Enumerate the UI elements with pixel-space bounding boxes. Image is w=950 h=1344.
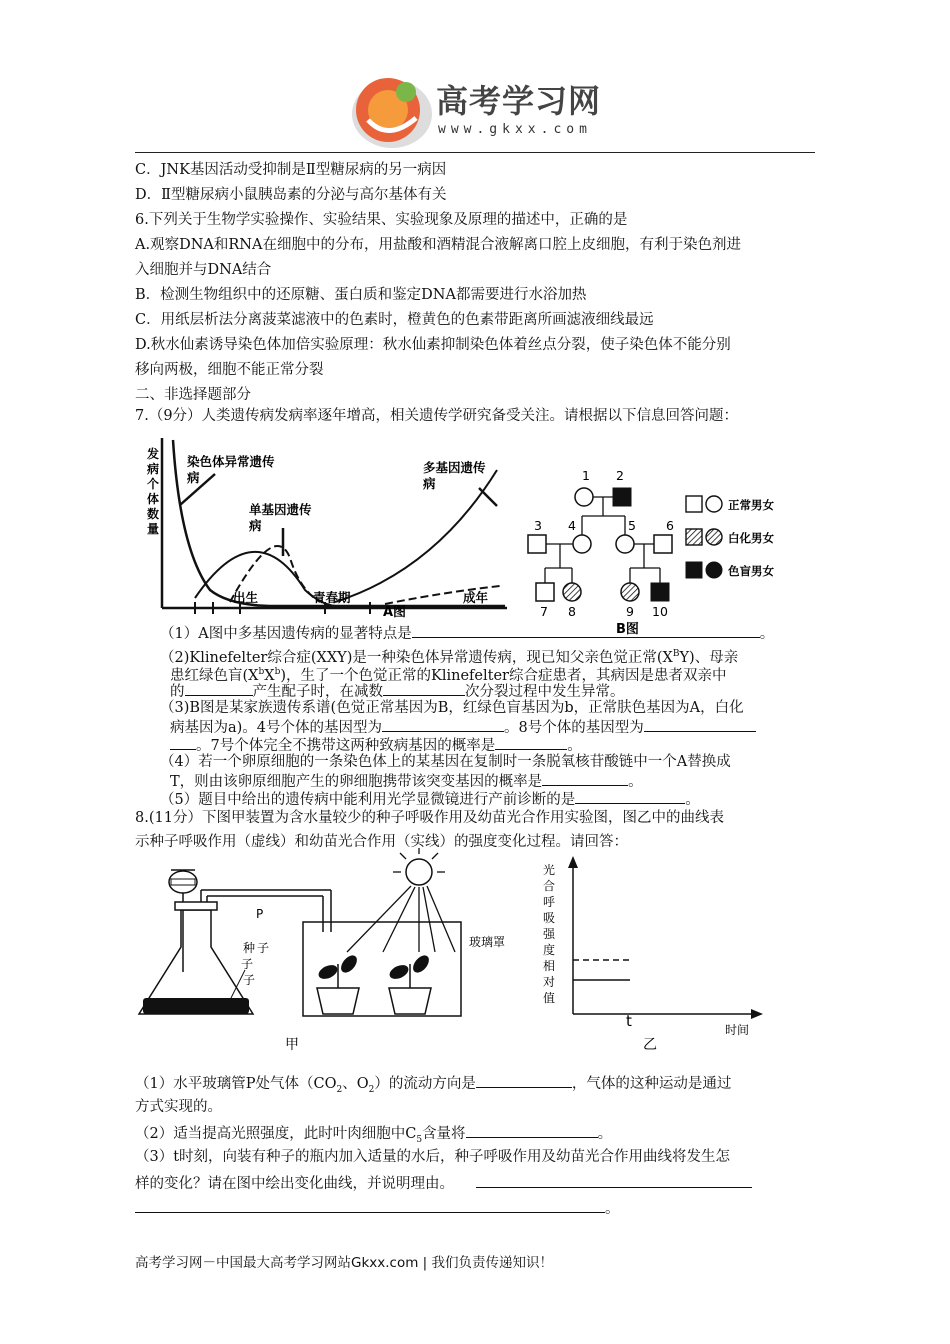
fig-a-x-adult: 成年: [463, 590, 489, 605]
legend-colorblind: 色盲男女: [728, 564, 774, 578]
figure-jia-apparatus: [135, 852, 506, 1057]
question-8: 8.(11分）下图甲装置为含水量较少的种子呼吸作用及幼苗光合作用实验图，图乙中的曲线表: [135, 810, 724, 826]
fig-yi-t-label: t: [626, 1012, 632, 1030]
option-a-6-cont: 入细胞并与DNA结合: [135, 262, 272, 278]
question-7: 7.（9分）人类遗传病发病率逐年增高，相关遗传学研究备受关注。请根据以下信息回答问题：: [135, 408, 739, 424]
svg-text:吸: 吸: [543, 911, 556, 925]
svg-text:2: 2: [616, 468, 624, 483]
svg-text:8: 8: [568, 604, 576, 619]
svg-text:病: 病: [249, 518, 262, 533]
option-d-6: D.秋水仙素诱导染色体加倍实验原理：秋水仙素抑制染色体着丝点分裂，使子染色体不能分别: [135, 337, 731, 353]
figure-b-pedigree: [520, 468, 800, 640]
label-seed: 种: [243, 941, 256, 955]
svg-text:值: 值: [543, 991, 556, 1005]
option-b-6: B．检测生物组织中的还原糖、蛋白质和鉴定DNA都需要进行水浴加热: [135, 287, 587, 303]
q7-part3-line1: （3)B图是某家族遗传系谱(色觉正常基因为B，红绿色盲基因为b，正常肤色基因为A，白化: [160, 700, 744, 716]
q7-part4-line2: T，则由该卵原细胞产生的卵细胞携带该突变基因的概率是 。: [170, 770, 643, 792]
q7-part4-line1: （4）若一个卵原细胞的一条染色体上的某基因在复制时一条脱氧核苷酸链中一个A替换成: [160, 754, 731, 770]
site-title: 高考学习网: [436, 82, 602, 120]
q8-part1-cont: 方式实现的。: [135, 1099, 222, 1115]
q7-part3-line3: 。7号个体完全不携带这两种致病基因的概率是 。: [170, 734, 582, 756]
logo-mark-icon: [348, 70, 434, 150]
svg-text:病: 病: [147, 462, 160, 476]
q8-part3-answer-line: 。: [135, 1197, 620, 1219]
q7-part2-line1: （2)Klinefelter综合症(XXY)是一种染色体异常遗传病，现已知父亲色觉正常$(X^BY)$、母亲: [160, 649, 739, 666]
fig-a-label-single: 单基因遗传: [249, 502, 312, 517]
fig-a-label-multi: 多基因遗传: [423, 460, 486, 475]
site-url: www.gkxx.com: [438, 122, 592, 137]
svg-text:病: 病: [423, 476, 436, 491]
svg-text:强: 强: [543, 927, 556, 941]
svg-text:7: 7: [540, 604, 548, 619]
svg-text:呼: 呼: [543, 895, 556, 909]
svg-text:相: 相: [543, 959, 556, 973]
q8-part2: （2）适当提高光照强度，此时叶肉细胞中$C_5$含量将 。: [135, 1122, 612, 1150]
svg-text:个: 个: [147, 477, 160, 491]
question-8-cont: 示种子呼吸作用（虚线）和幼苗光合作用（实线）的强度变化过程。请回答：: [135, 834, 628, 850]
fig-a-ylabel-1: 发: [147, 447, 160, 461]
fig-yi-xlabel: 时间: [725, 1023, 750, 1037]
option-a-6: A.观察DNA和RNA在细胞中的分布，用盐酸和酒精混合液解离口腔上皮细胞，有利于染色剂进: [135, 237, 741, 253]
q8-part3-cont: 样的变化？请在图中绘出变化曲线，并说明理由。: [135, 1172, 752, 1194]
label-p: P: [256, 907, 264, 921]
figure-yi-chart: [535, 852, 775, 1057]
q7-part5: （5）题目中给出的遗传病中能利用光学显微镜进行产前诊断的是 。: [160, 788, 700, 810]
fig-b-caption: B图: [616, 622, 639, 637]
option-d-6-cont: 移向两极，细胞不能正常分裂: [135, 362, 324, 378]
svg-text:6: 6: [666, 518, 674, 533]
option-d-5: D．Ⅱ型糖尿病小鼠胰岛素的分泌与高尔基体有关: [135, 187, 447, 203]
svg-text:9: 9: [626, 604, 634, 619]
svg-text:子: 子: [241, 957, 254, 971]
q8-part1: （1）水平玻璃管P处气体（$CO_2$、$O_2$）的流动方向是 ，气体的这种运动是通过: [135, 1072, 731, 1100]
svg-text:1: 1: [582, 468, 590, 483]
svg-text:病: 病: [187, 470, 200, 485]
q8-part3: （3）t时刻，向装有种子的瓶内加入适量的水后，种子呼吸作用及幼苗光合作用曲线将发生怎: [135, 1149, 731, 1165]
fig-jia-caption: 甲: [285, 1037, 299, 1053]
label-glass: 玻璃罩: [469, 935, 506, 949]
svg-text:体: 体: [147, 492, 160, 506]
svg-text:10: 10: [652, 604, 668, 619]
svg-text:子: 子: [243, 973, 256, 987]
header-logo: [348, 70, 618, 150]
svg-text:度: 度: [543, 943, 556, 957]
svg-text:量: 量: [147, 522, 160, 536]
svg-text:3: 3: [534, 518, 542, 533]
q7-part2-line2: 患红绿色盲$(X^bX^b)$，生了一个色觉正常的Klinefelter综合症患者，其病因是患者双亲中: [170, 667, 727, 684]
option-c-5: C．JNK基因活动受抑制是Ⅱ型糖尿病的另一病因: [135, 162, 447, 178]
svg-text:5: 5: [628, 518, 636, 533]
svg-text:对: 对: [543, 975, 556, 989]
q7-part3-line2: 病基因为a)。4号个体的基因型为 。8号个体的基因型为: [170, 716, 756, 738]
q7-part2-line3: 的 产生配子时，在减数 次分裂过程中发生异常。: [170, 680, 625, 702]
fig-a-caption: A图: [383, 605, 407, 620]
question-6: 6.下列关于生物学实验操作、实验结果、实验现象及原理的描述中，正确的是: [135, 212, 628, 228]
fig-yi-caption: 乙: [643, 1037, 657, 1053]
figure-a-chart: [135, 430, 515, 630]
fig-a-label-chrom: 染色体异常遗传: [187, 454, 275, 469]
fig-a-x-birth: 出生: [233, 590, 259, 605]
svg-text:合: 合: [543, 879, 556, 893]
svg-text:4: 4: [568, 518, 576, 533]
footer-text: 高考学习网－中国最大高考学习网站Gkxx.com | 我们负责传递知识！: [135, 1255, 554, 1271]
q7-part1: （1）A图中多基因遗传病的显著特点是 。: [160, 622, 774, 644]
svg-text:数: 数: [147, 507, 160, 521]
legend-normal: 正常男女: [728, 498, 774, 512]
section-heading: 二、非选择题部分: [135, 387, 251, 403]
svg-text:光: 光: [543, 863, 556, 877]
option-c-6: C．用纸层析法分离菠菜滤液中的色素时，橙黄色的色素带距离所画滤液细线最远: [135, 312, 654, 328]
svg-text:子: 子: [257, 941, 270, 955]
fig-a-x-puberty: 青春期: [313, 590, 351, 605]
header-rule: [135, 152, 815, 153]
legend-albino: 白化男女: [728, 531, 774, 545]
